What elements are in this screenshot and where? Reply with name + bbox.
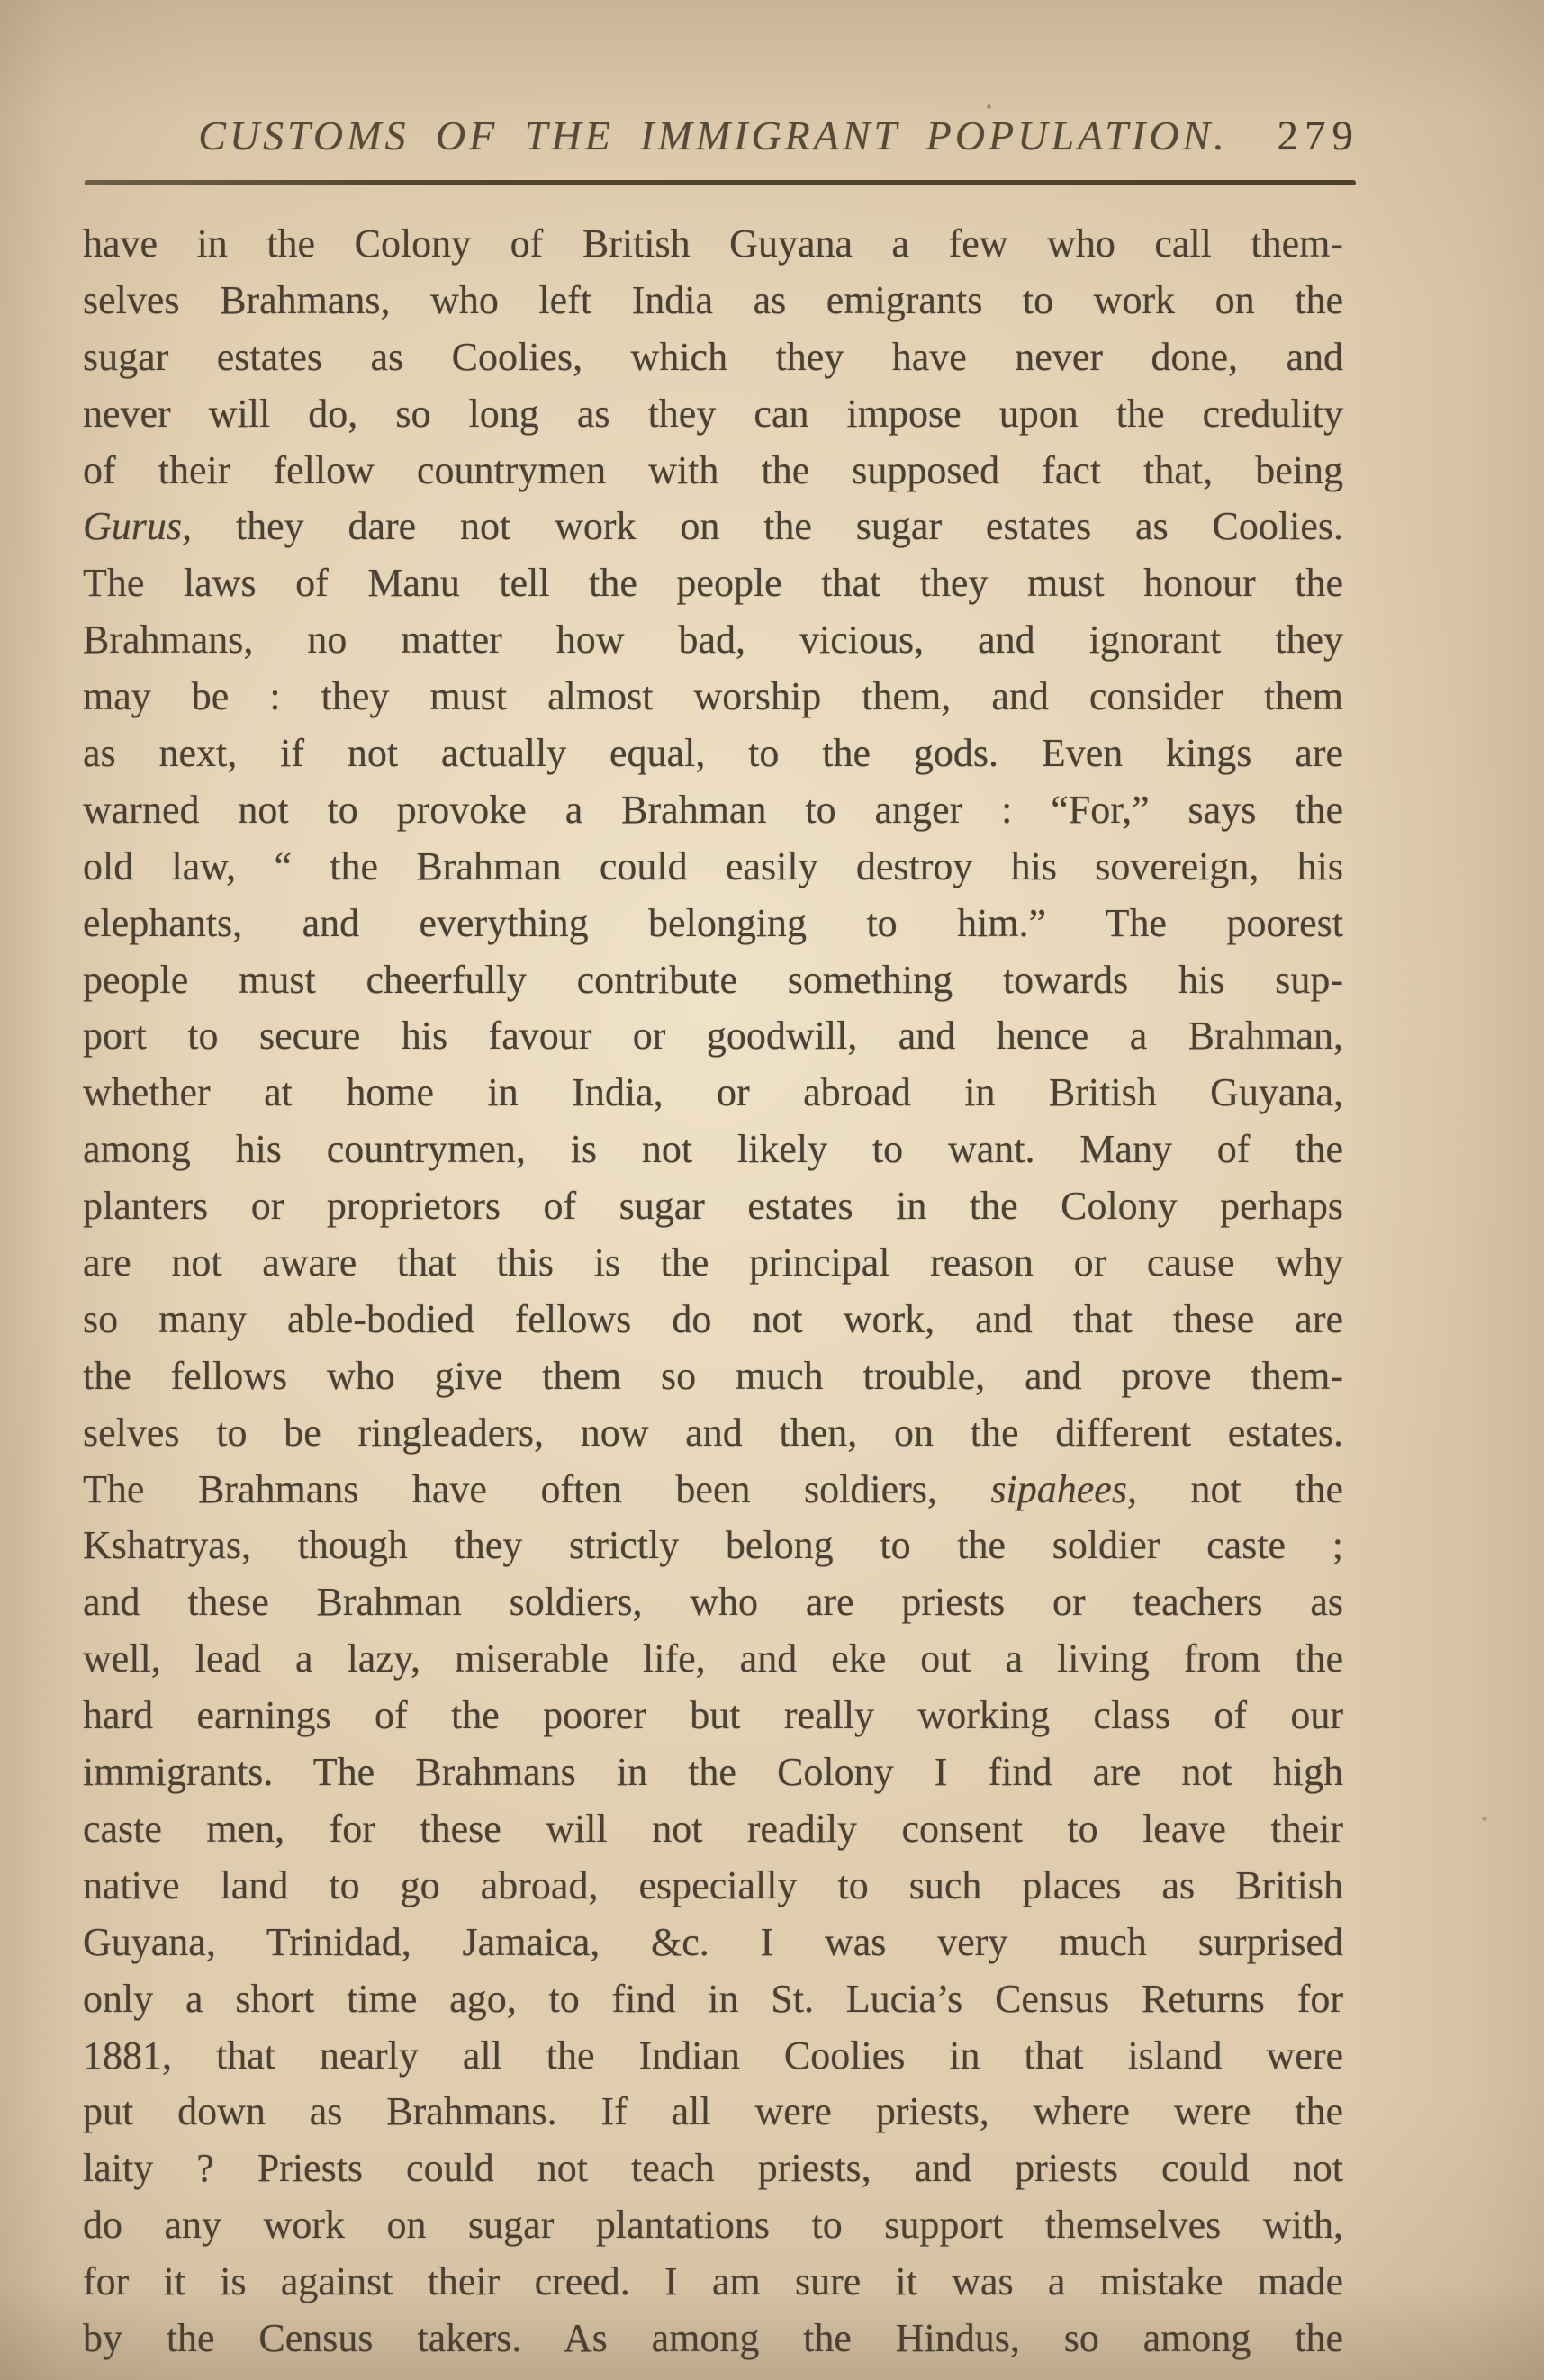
text-line: laity ? Priests could not teach priests, and priests could not [83, 2146, 1343, 2191]
text-line: Gurus, they dare not work on the sugar estates as Coolies. [83, 504, 1343, 549]
text-line: elephants, and everything belonging to him.” The poorest [83, 900, 1343, 945]
text-line: may be : they must almost worship them, and consider them [83, 674, 1343, 719]
running-header-title: CUSTOMS OF THE IMMIGRANT POPULATION. [198, 113, 1228, 158]
text-line: as next, if not actually equal, to the gods. Even kings are [83, 731, 1343, 776]
text-line: do any work on sugar plantations to support themselves with, [83, 2203, 1343, 2248]
text-line: port to secure his favour or goodwill, and hence a Brahman, [83, 1014, 1343, 1059]
text-line: Brahmans, no matter how bad, vicious, and ignorant they [83, 618, 1343, 663]
text-line: well, lead a lazy, miserable life, and eke out a living from the [83, 1636, 1343, 1681]
page-number: 279 [1277, 113, 1359, 159]
text-line: by the Census takers. As among the Hindus, so among the [83, 2315, 1343, 2360]
paper-speck [987, 104, 991, 109]
header-rule [85, 180, 1356, 185]
text-line: immigrants. The Brahmans in the Colony I find are not high [83, 1750, 1343, 1795]
text-line: 1881, that nearly all the Indian Coolies in that island were [83, 2033, 1343, 2078]
text-line: selves to be ringleaders, now and then, on the different estates. [83, 1410, 1343, 1455]
italic-term: Gurus, [83, 504, 193, 549]
text-line: sugar estates as Coolies, which they have never done, and [83, 334, 1343, 379]
text-line: have in the Colony of British Guyana a few who call them- [83, 221, 1343, 266]
text-line: native land to go abroad, especially to such places as British [83, 1862, 1343, 1907]
text-line: and these Brahman soldiers, who are priests or teachers as [83, 1580, 1343, 1625]
text-line: the fellows who give them so much trouble, and prove them- [83, 1353, 1343, 1398]
text-line: selves Brahmans, who left India as emigrants to work on the [83, 277, 1343, 322]
text-line: only a short time ago, to find in St. Lucia’s Census Returns for [83, 1976, 1343, 2021]
text-line: of their fellow countrymen with the supposed fact that, being [83, 447, 1343, 492]
text-line: planters or proprietors of sugar estates in the Colony perhaps [83, 1184, 1343, 1229]
paper-speck [1482, 1817, 1487, 1821]
text-line: among his countrymen, is not likely to want. Many of the [83, 1127, 1343, 1172]
text-line: so many able-bodied fellows do not work, and that these are [83, 1296, 1343, 1341]
text-line: warned not to provoke a Brahman to anger : “For,” says the [83, 787, 1343, 832]
text-line: The laws of Manu tell the people that they must honour the [83, 561, 1343, 606]
text-line: Guyana, Trinidad, Jamaica, &c. I was very much surprised [83, 1919, 1343, 1964]
text-line: old law, “ the Brahman could easily destroy his sovereign, his [83, 843, 1343, 888]
text-line: caste men, for these will not readily consent to leave their [83, 1806, 1343, 1851]
running-header [83, 108, 1359, 164]
italic-term: sipahees, [990, 1466, 1137, 1511]
text-line: hard earnings of the poorer but really working class of our [83, 1693, 1343, 1738]
text-line: never will do, so long as they can impose upon the credulity [83, 391, 1343, 436]
text-line: people must cheerfully contribute something towards his sup- [83, 957, 1343, 1002]
text-line: whether at home in India, or abroad in British Guyana, [83, 1070, 1343, 1115]
text-line: put down as Brahmans. If all were priests, where were the [83, 2089, 1343, 2134]
text-line: are not aware that this is the principal reason or cause why [83, 1240, 1343, 1285]
text-line: for it is against their creed. I am sure it was a mistake made [83, 2259, 1343, 2304]
text-line: The Brahmans have often been soldiers, sipahees, not the [83, 1466, 1343, 1511]
body-text [83, 216, 1343, 2367]
text-line: Kshatryas, though they strictly belong to the soldier caste ; [83, 1523, 1343, 1568]
